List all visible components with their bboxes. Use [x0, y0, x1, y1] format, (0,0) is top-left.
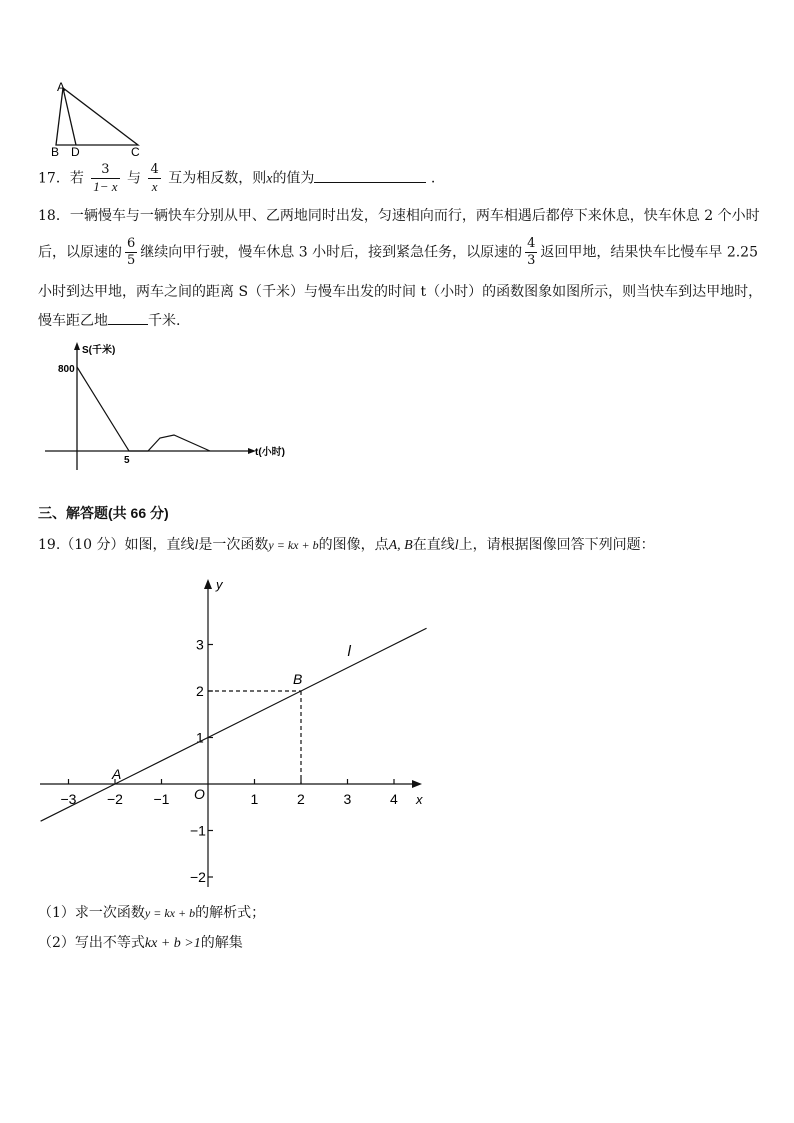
q19-x-tick-label: −2	[107, 791, 123, 807]
q18-line2-a: 后，以原速的	[38, 244, 122, 261]
q19-y-axis-label: y	[216, 577, 223, 592]
triangle-label-b: B	[51, 145, 60, 158]
triangle-label-d: D	[71, 145, 80, 158]
q19-y-tick-label: 1	[196, 729, 204, 746]
q17-fraction-2	[148, 162, 160, 195]
q18-y-arrow	[74, 342, 80, 350]
q19-coordinate-graph	[30, 575, 440, 890]
q18-graph	[40, 340, 300, 470]
q17-connector: 与	[127, 170, 142, 187]
q19-line-l-plot	[41, 628, 427, 821]
q19-origin-label: O	[194, 786, 205, 802]
q19-y-tick-label: −2	[190, 869, 206, 885]
q17-frac2-num: 4	[150, 162, 159, 177]
q18-y-tick-800: 800	[58, 364, 75, 375]
q19-intro-d: 在直线	[412, 537, 455, 553]
q18-line2-b: 继续向甲行驶，慢车休息 3 小时后，接到紧急任务，以原速的	[140, 244, 523, 261]
q19-line-l: l	[194, 538, 199, 553]
q19-line-label: l	[347, 643, 351, 661]
q18-x-axis-label: t(小时)	[255, 447, 285, 458]
q18-fraction-1	[125, 236, 137, 269]
q19-x-tick-label: −3	[60, 791, 77, 807]
q17-text-end: 的值为	[272, 170, 315, 187]
q18-frac1-num: 6	[127, 236, 136, 251]
q19-x-tick-label: 3	[343, 791, 352, 807]
q19-point-b-label: B	[293, 671, 303, 687]
q19-x-arrow	[412, 780, 422, 788]
q17-frac2-den: x	[148, 178, 160, 195]
q19-formula: y = kx + b	[268, 538, 319, 552]
q18-line-2	[38, 236, 758, 269]
q19-points: A, B	[388, 538, 413, 553]
q19-point-a-label: A	[112, 766, 122, 782]
q17-frac1-num: 3	[101, 162, 110, 177]
q19-x-tick-label: 4	[390, 791, 398, 807]
q19-sub1-formula: y = kx + b	[144, 906, 196, 920]
q19-intro-b: 是一次函数	[198, 537, 269, 553]
q18-line-1: 18．一辆慢车与一辆快车分别从甲、乙两地同时出发，匀速相向而行，两车相遇后都停下来休息，快车休息 2 个小时	[38, 208, 760, 224]
q19-sub2-a: （2）写出不等式	[38, 935, 145, 951]
q19-x-tick-label: 2	[297, 791, 305, 807]
q18-y-axis-label: S(千米)	[82, 345, 116, 356]
q19-sub1-a: （1）求一次函数	[38, 905, 145, 921]
q19-y-tick-label: −1	[190, 822, 206, 839]
q18-answer-blank[interactable]	[108, 310, 148, 325]
q19-x-tick-label: −1	[153, 791, 170, 807]
question-17	[38, 162, 435, 195]
q17-number: 17．若	[38, 170, 84, 187]
triangle-label-a: A	[57, 80, 66, 94]
q19-inequality: kx + b >1	[144, 936, 201, 951]
q19-x-axis-label: x	[416, 792, 423, 807]
q19-sub1-b: 的解析式；	[195, 905, 266, 921]
q19-intro-e: 上，请根据图像回答下列问题：	[458, 537, 655, 553]
q17-text-after: 互为相反数，则	[168, 170, 267, 187]
q18-frac2-num: 4	[527, 236, 536, 251]
q19-sub-1	[38, 903, 265, 923]
q19-y-tick-label: 3	[196, 636, 204, 653]
q19-y-arrow	[204, 579, 212, 589]
q18-x-tick-5: 5	[124, 455, 130, 466]
question-19-intro	[38, 535, 655, 556]
q17-answer-blank[interactable]	[314, 168, 426, 183]
q18-line2-c: 返回甲地，结果快车比慢车早 2.25	[540, 244, 758, 261]
q18-line-3: 小时到达甲地，两车之间的距离 S（千米）与慢车出发的时间 t（小时）的函数图象如图所示，则当快车到达甲地时，	[38, 284, 763, 300]
q17-frac1-den: 1− x	[93, 179, 118, 194]
q19-intro-c: 的图像，点	[318, 537, 389, 553]
q19-sub2-b: 的解集	[200, 935, 243, 951]
q19-sub-2	[38, 933, 243, 954]
q18-fraction-2	[525, 236, 537, 269]
q18-frac2-den: 3	[527, 253, 536, 268]
section-3-title: 三、解答题(共 66 分)	[38, 505, 169, 521]
q17-var: x	[266, 171, 273, 187]
q19-x-tick-label: 1	[250, 791, 259, 807]
q17-fraction-1	[91, 162, 119, 195]
q18-line4-a: 慢车距乙地	[38, 313, 108, 329]
q17-period: .	[430, 170, 436, 187]
q18-distance-curve	[77, 367, 210, 451]
triangle-figure	[46, 78, 156, 158]
triangle-label-c: C	[131, 145, 140, 158]
q19-y-tick-label: 2	[196, 683, 204, 699]
q19-intro-a: 19.（10 分）如图，直线	[38, 537, 195, 553]
q18-line4-b: 千米.	[148, 313, 181, 329]
triangle-shape	[56, 88, 138, 145]
q18-frac1-den: 5	[127, 253, 136, 268]
q19-line-l-2: l	[454, 538, 459, 553]
q18-line-4	[38, 310, 180, 331]
